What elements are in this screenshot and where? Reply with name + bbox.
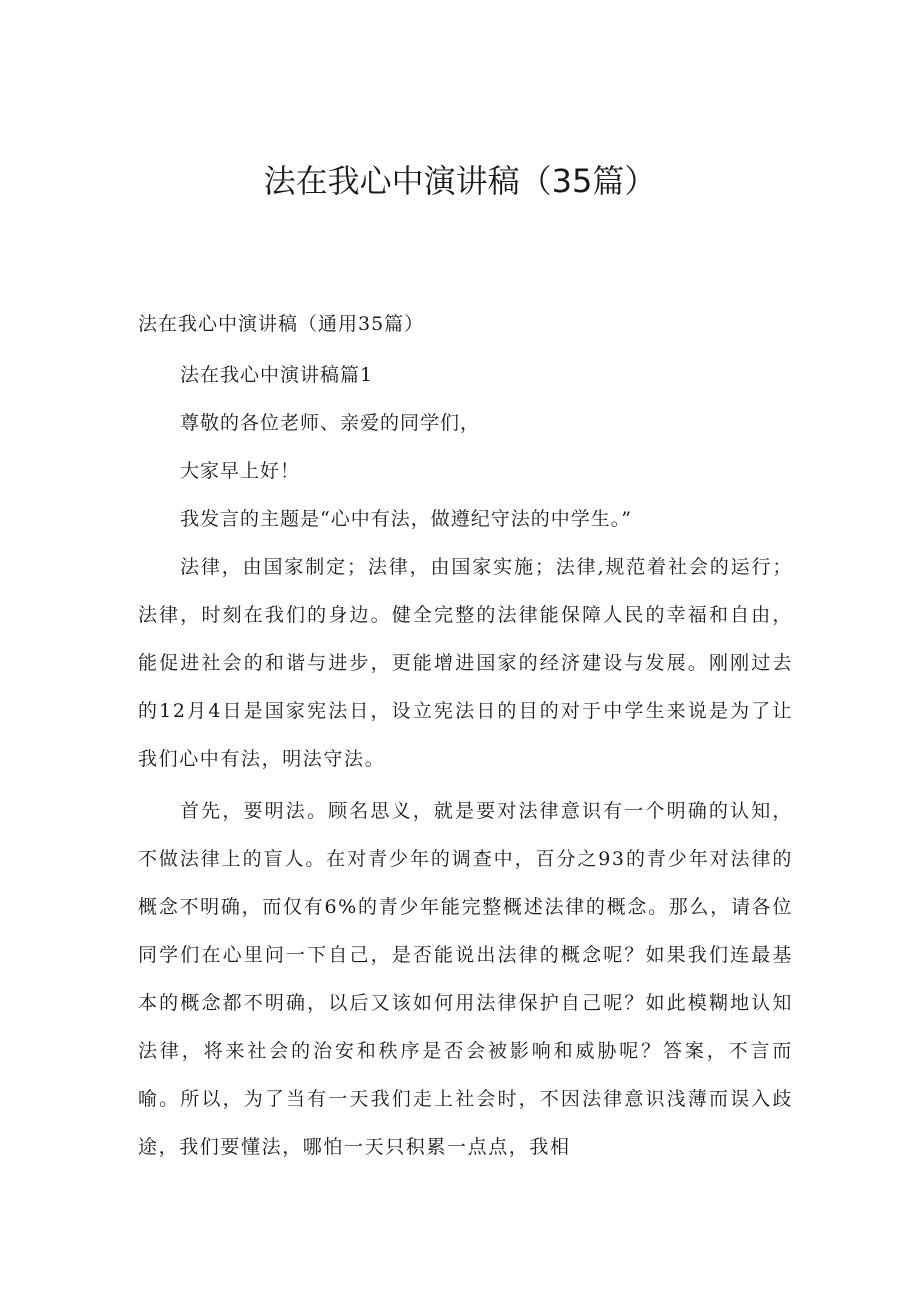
greeting: 大家早上好！: [180, 460, 301, 482]
section-heading: 法在我心中演讲稿篇1: [180, 364, 374, 386]
document-title: 法在我心中演讲稿（35篇）: [263, 162, 657, 200]
salutation: 尊敬的各位老师、亲爱的同学们，: [180, 412, 481, 434]
document-body: [138, 305, 793, 1171]
document-subtitle: 法在我心中演讲稿（通用35篇）: [138, 313, 425, 335]
paragraph-2: 首先，要明法。顾名思义，就是要对法律意识有一个明确的认知，不做法律上的盲人。在对青少年的调查中，百分之93的青少年对法律的概念不明确，而仅有6%的青少年能完整概述法律的概念。那么，请各位同学们在心里问一下自己，是否能说出法律的概念呢？如果我们连最基本的概念都不明确，以后又该如何用法律保护自己呢？如此模糊地认知法律，将来社会的治安和秩序是否会被影响和威胁呢？答案，不言而喻。所以，为了当有一天我们走上社会时，不因法律意识浅薄而误入歧途，我们要懂法，哪怕一天只积累一点点，我相: [138, 800, 793, 1158]
speech-topic: 我发言的主题是“心中有法，做遵纪守法的中学生。”: [180, 508, 632, 530]
paragraph-1: 法律，由国家制定；法律，由国家实施；法律,规范着社会的运行；法律，时刻在我们的身边。健全完整的法律能保障人民的幸福和自由，能促进社会的和谐与进步，更能增进国家的经济建设与发展。刚刚过去的12月4日是国家宪法日，设立宪法日的目的对于中学生来说是为了让我们心中有法，明法守法。: [138, 556, 793, 770]
